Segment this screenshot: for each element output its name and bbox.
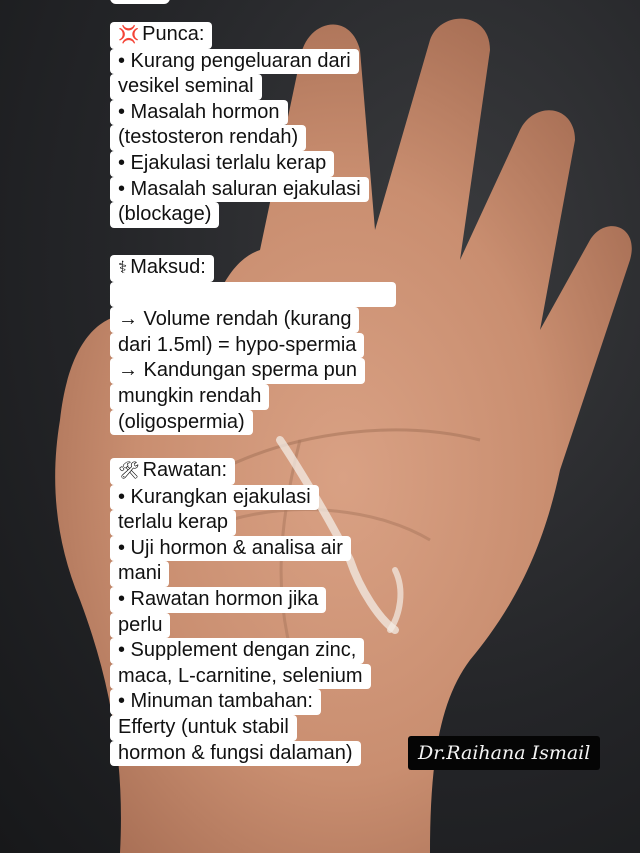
punca-section [110, 22, 369, 228]
maksud-line: → Kandungan sperma pun [110, 358, 365, 384]
punca-line: • Masalah hormon [110, 100, 288, 126]
anger-icon: 💢 [118, 25, 140, 45]
rawatan-line: • Rawatan hormon jika [110, 587, 326, 613]
rawatan-line: • Supplement dengan zinc, [110, 638, 364, 664]
rawatan-line: • Minuman tambahan: [110, 689, 321, 715]
rawatan-line: terlalu kerap [110, 510, 236, 536]
punca-line: • Ejakulasi terlalu kerap [110, 151, 334, 177]
stethoscope-icon: ⚕ [118, 258, 128, 278]
maksud-line: dari 1.5ml) = hypo-spermia [110, 333, 364, 359]
rawatan-line: maca, L-carnitine, selenium [110, 664, 371, 690]
punca-line: vesikel seminal [110, 74, 262, 100]
maksud-line: mungkin rendah [110, 384, 269, 410]
maksud-heading: ⚕ Maksud: [110, 255, 214, 282]
rawatan-line: Efferty (untuk stabil [110, 715, 297, 741]
punca-heading: 💢 Punca: [110, 22, 212, 49]
punca-line: • Masalah saluran ejakulasi [110, 177, 369, 203]
author-signature: Dr.Raihana Ismail [408, 736, 600, 770]
maksud-blank-line [110, 282, 396, 308]
maksud-line: (oligospermia) [110, 410, 253, 436]
rawatan-line: • Kurangkan ejakulasi [110, 485, 319, 511]
hammer-wrench-icon: 🛠 [118, 461, 140, 481]
maksud-section [110, 255, 396, 435]
rawatan-heading: 🛠 Rawatan: [110, 458, 235, 485]
rawatan-line: mani [110, 561, 169, 587]
punca-line: (testosteron rendah) [110, 125, 306, 151]
maksud-line: → Volume rendah (kurang [110, 307, 359, 333]
cropped-text-fragment [110, 0, 170, 4]
punca-line: (blockage) [110, 202, 219, 228]
rawatan-line: perlu [110, 613, 170, 639]
punca-line: • Kurang pengeluaran dari [110, 49, 359, 75]
rawatan-section [110, 458, 371, 766]
rawatan-line: hormon & fungsi dalaman) [110, 741, 361, 767]
rawatan-line: • Uji hormon & analisa air [110, 536, 351, 562]
